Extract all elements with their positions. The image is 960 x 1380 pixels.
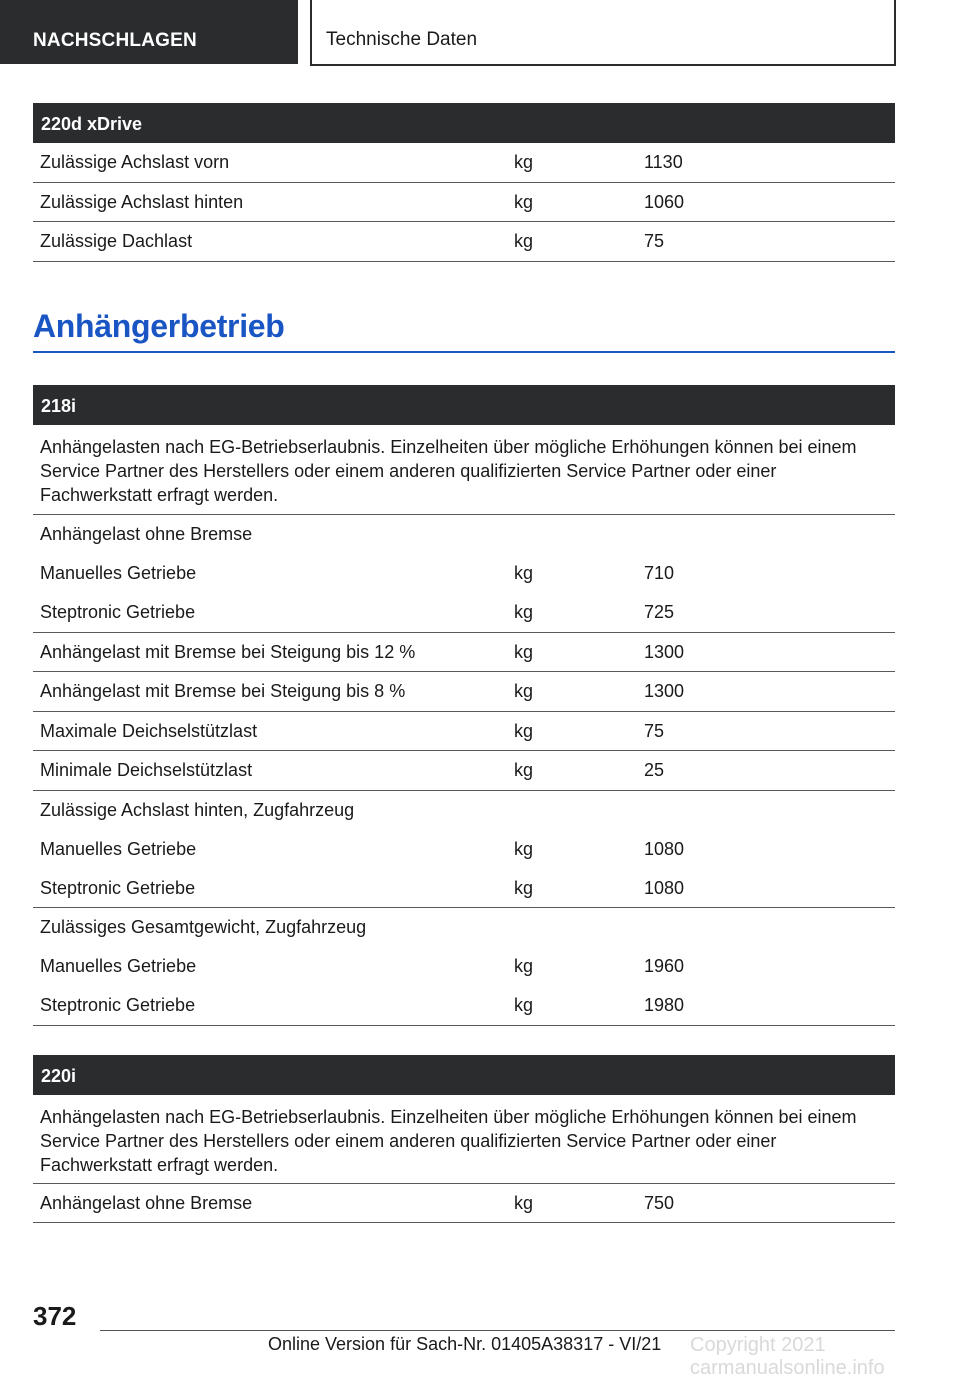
row-label: Steptronic Getriebe	[40, 878, 196, 898]
chapter-tab: Technische Daten	[310, 0, 896, 66]
table-note: Anhängelasten nach EG-Betriebserlaubnis. Einzelheiten über mögliche Erhöhungen können bei einem Service Partner des Herstellers oder einem anderen qualifizierten Service Partner oder einer Fachwerkstatt erfragt werden.	[40, 437, 857, 505]
row-value: 75	[644, 721, 665, 741]
table-row	[33, 1184, 895, 1223]
table-220d-xdrive	[33, 103, 895, 262]
table-row	[33, 633, 895, 672]
row-value: 1080	[644, 839, 685, 859]
row-value: 75	[644, 231, 665, 251]
row-value: 710	[644, 563, 675, 583]
row-label: Maximale Deichselstützlast	[40, 721, 258, 741]
footer-divider	[100, 1330, 895, 1331]
row-unit: kg	[514, 839, 534, 859]
page-header	[0, 0, 960, 66]
row-unit: kg	[514, 192, 534, 212]
row-value: 725	[644, 602, 675, 622]
table-row	[33, 554, 895, 593]
table-row	[33, 830, 895, 869]
table-row	[33, 593, 895, 633]
table-header: 218i	[33, 385, 895, 425]
row-label: Anhängelast ohne Bremse	[40, 524, 253, 544]
table-row	[33, 672, 895, 712]
table-row	[33, 222, 895, 262]
table-row	[33, 183, 895, 222]
table-note-row	[33, 1095, 895, 1184]
row-label: Zulässige Dachlast	[40, 231, 193, 251]
row-label: Manuelles Getriebe	[40, 839, 197, 859]
section-tab: NACHSCHLAGEN	[0, 0, 298, 64]
table-header: 220i	[33, 1055, 895, 1095]
row-label: Manuelles Getriebe	[40, 563, 197, 583]
row-unit: kg	[514, 152, 534, 172]
row-label: Steptronic Getriebe	[40, 602, 196, 622]
table-row	[33, 986, 895, 1026]
row-value: 1300	[644, 642, 685, 662]
row-unit: kg	[514, 1193, 534, 1213]
row-value: 750	[644, 1193, 675, 1213]
page-number: 372	[33, 1301, 77, 1331]
row-unit: kg	[514, 760, 534, 780]
row-value: 1080	[644, 878, 685, 898]
section-divider	[33, 351, 895, 353]
table-row	[33, 869, 895, 908]
row-value: 1980	[644, 995, 685, 1015]
row-label: Anhängelast mit Bremse bei Steigung bis 12 %	[40, 642, 416, 662]
table-row	[33, 751, 895, 791]
row-value: 1960	[644, 956, 685, 976]
footer-text: Online Version für Sach-Nr. 01405A38317 - VI/21	[268, 1334, 662, 1354]
table-220i	[33, 1055, 895, 1223]
row-value: 25	[644, 760, 665, 780]
row-unit: kg	[514, 956, 534, 976]
row-label: Zulässige Achslast hinten	[40, 192, 244, 212]
table-row	[33, 947, 895, 986]
row-label: Zulässige Achslast hinten, Zugfahrzeug	[40, 800, 355, 820]
table-row	[33, 712, 895, 751]
table-row	[33, 143, 895, 183]
table-note: Anhängelasten nach EG-Betriebserlaubnis. Einzelheiten über mögliche Erhöhungen können bei einem Service Partner des Herstellers oder einem anderen qualifizierten Service Partner oder einer Fachwerkstatt erfragt werden.	[40, 1107, 857, 1175]
row-label: Manuelles Getriebe	[40, 956, 197, 976]
watermark: Copyright 2021 carmanualsonline.info	[690, 1334, 885, 1379]
row-label: Zulässige Achslast vorn	[40, 152, 230, 172]
section-title: Anhängerbetrieb	[33, 308, 285, 344]
row-label: Minimale Deichselstützlast	[40, 760, 253, 780]
row-unit: kg	[514, 878, 534, 898]
table-header: 220d xDrive	[33, 103, 895, 143]
row-label: Zulässiges Gesamtgewicht, Zugfahrzeug	[40, 917, 367, 937]
row-unit: kg	[514, 602, 534, 622]
row-label: Anhängelast mit Bremse bei Steigung bis 8 %	[40, 681, 406, 701]
row-unit: kg	[514, 231, 534, 251]
row-value: 1130	[644, 152, 683, 172]
row-unit: kg	[514, 563, 534, 583]
row-label: Anhängelast ohne Bremse	[40, 1193, 253, 1213]
row-unit: kg	[514, 642, 534, 662]
row-unit: kg	[514, 995, 534, 1015]
row-value: 1300	[644, 681, 685, 701]
table-row	[33, 791, 895, 830]
row-value: 1060	[644, 192, 685, 212]
table-row	[33, 515, 895, 554]
table-218i	[33, 385, 895, 1026]
table-row	[33, 908, 895, 947]
row-unit: kg	[514, 681, 534, 701]
table-note-row	[33, 425, 895, 515]
row-unit: kg	[514, 721, 534, 741]
row-label: Steptronic Getriebe	[40, 995, 196, 1015]
